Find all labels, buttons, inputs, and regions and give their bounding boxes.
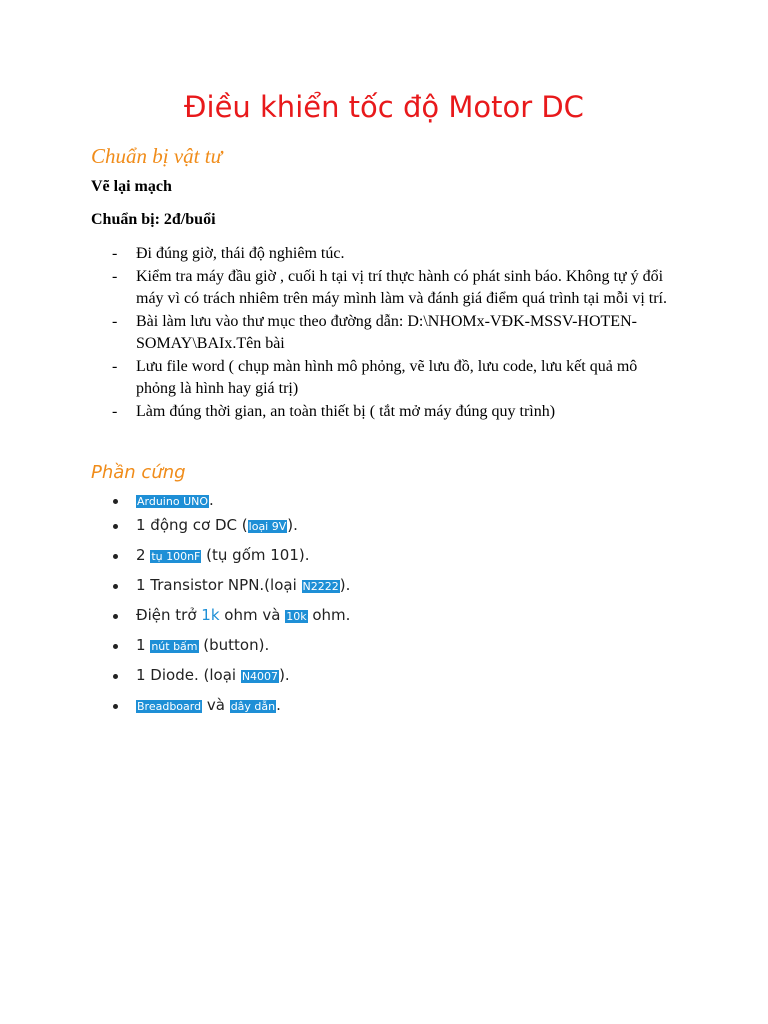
list-item: 1 động cơ DC (loại 9V).	[91, 510, 691, 540]
highlight-link[interactable]: Arduino UNO	[137, 495, 209, 508]
bullet-icon	[113, 584, 118, 589]
bold-line-redraw: Vẽ lại mạch	[91, 178, 172, 195]
list-item: 1 Diode. (loại N4007).	[91, 660, 691, 690]
list-item: 1 Transistor NPN.(loại N2222).	[91, 570, 691, 600]
highlight-link[interactable]: tụ 100nF	[151, 550, 201, 563]
bullet-icon	[113, 524, 118, 529]
list-item: - Làm đúng thời gian, an toàn thiết bị ( tắt mở máy đúng quy trình)	[112, 403, 556, 420]
page-title: Điều khiển tốc độ Motor DC	[184, 90, 584, 124]
list-item: 1 nút bấm (button).	[91, 630, 691, 660]
bullet-icon	[113, 644, 118, 649]
highlight-link[interactable]: N4007	[241, 670, 279, 683]
highlight-link[interactable]: Breadboard	[137, 700, 202, 713]
list-item: - Lưu file word ( chụp màn hình mô phỏng, vẽ lưu đồ, lưu code, lưu kết quả mô phỏng là hình hay giá trị)	[112, 358, 638, 397]
bullet-icon	[113, 499, 118, 504]
list-item: Arduino UNO.	[91, 490, 691, 510]
list-item: Điện trở 1k ohm và 10k ohm.	[91, 600, 691, 630]
list-item: - Bài làm lưu vào thư mục theo đường dẫn: D:\NHOMx-VĐK-MSSV-HOTEN-SOMAY\BAIx.Tên bài	[112, 313, 637, 352]
highlight-link[interactable]: N2222	[302, 580, 339, 593]
section-heading-materials: Chuẩn bị vật tư	[91, 144, 223, 168]
list-item: Breadboard và dây dẫn.	[91, 690, 691, 720]
highlight-link[interactable]: 10k	[286, 610, 307, 623]
bullet-icon	[113, 554, 118, 559]
blue-text: 1k	[201, 606, 220, 624]
bold-line-prepare: Chuẩn bị: 2đ/buổi	[91, 211, 216, 228]
bullet-icon	[113, 704, 118, 709]
bullet-icon	[113, 674, 118, 679]
preparation-list	[91, 243, 681, 424]
highlight-link[interactable]: nút bấm	[151, 640, 198, 653]
list-item: - Kiểm tra máy đầu giờ , cuối h tại vị trí thực hành có phát sinh báo. Không tự ý đổi máy vì có trách nhiêm trên máy mình làm và đánh giá điểm quá trình tại mỗi vị trí.	[112, 268, 667, 307]
highlight-link[interactable]: dây dẫn	[230, 700, 276, 713]
list-item: 2 tụ 100nF (tụ gốm 101).	[91, 540, 691, 570]
list-item: - Đi đúng giờ, thái độ nghiêm túc.	[112, 245, 345, 262]
highlight-link[interactable]: loại 9V	[248, 520, 287, 533]
bullet-icon	[113, 614, 118, 619]
hardware-list	[91, 490, 691, 720]
section-heading-hardware: Phần cứng	[91, 462, 186, 483]
